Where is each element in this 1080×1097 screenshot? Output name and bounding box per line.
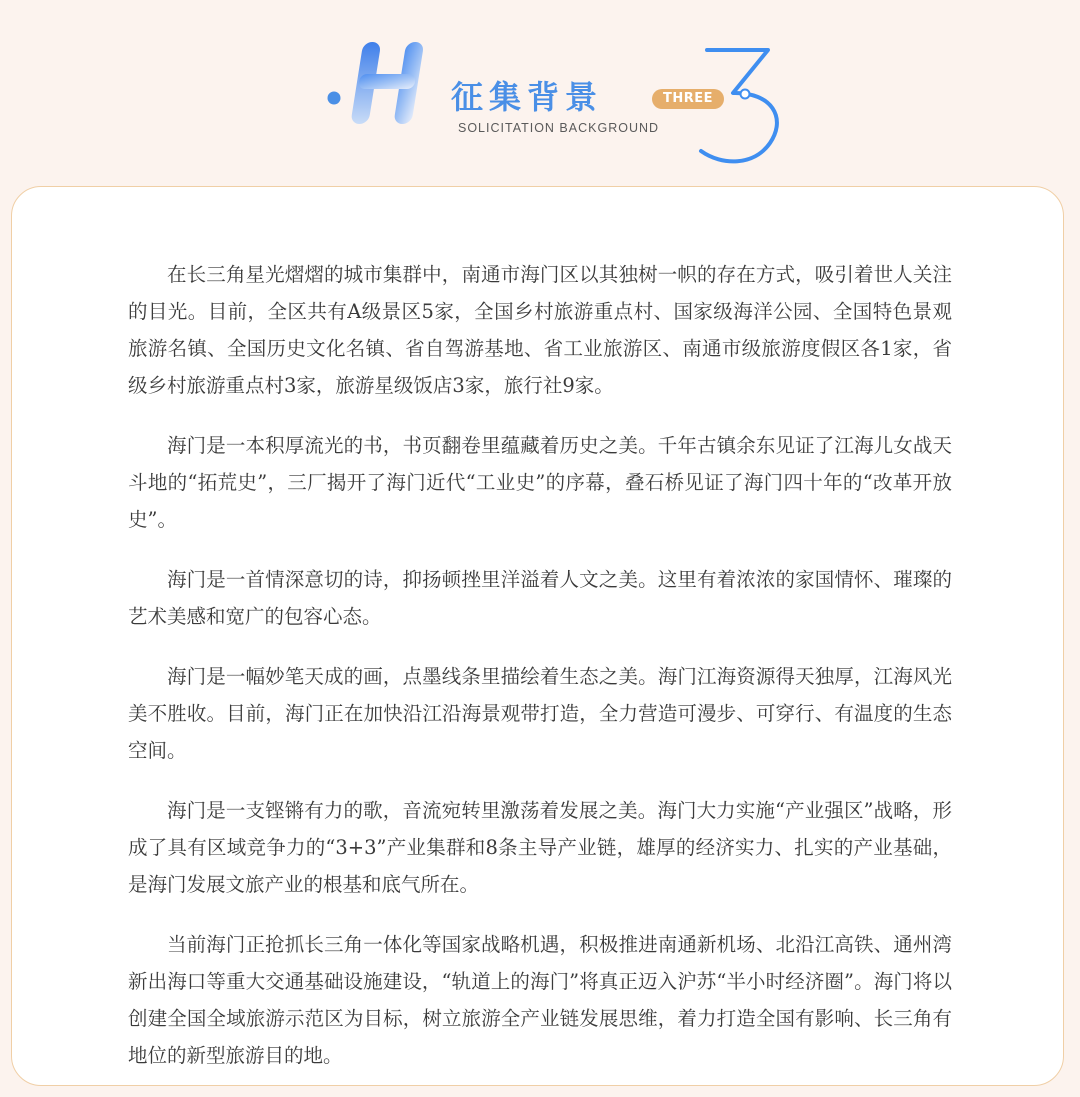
paragraph: 海门是一幅妙笔天成的画，点墨线条里描绘着生态之美。海门江海资源得天独厚，江海风光美不胜收。目前，海门正在加快沿江沿海景观带打造，全力营造可漫步、可穿行、有温度的生态空间。 xyxy=(128,665,952,762)
section-subtitle: SOLICITATION BACKGROUND xyxy=(458,121,660,135)
paragraph: 当前海门正抢抓长三角一体化等国家战略机遇，积极推进南通新机场、北沿江高铁、通州湾新出海口等重大交通基础设施建设，“轨道上的海门”将真正迈入沪苏“半小时经济圈”。海门将以创建全国全域旅游示范区为目标，树立旅游全产业链发展思维，着力打造全国有影响、长三角有地位的新型旅游目的地。 xyxy=(128,933,952,1067)
section-header xyxy=(0,0,1080,185)
section-badge: THREE xyxy=(652,89,724,109)
paragraph: 在长三角星光熠熠的城市集群中，南通市海门区以其独树一帜的存在方式，吸引着世人关注的目光。目前，全区共有A级景区5家，全国乡村旅游重点村、国家级海洋公园、全国特色景观旅游名镇、全国历史文化名镇、省自驾游基地、省工业旅游区、南通市级旅游度假区各1家，省级乡村旅游重点村3家，旅游星级饭店3家，旅行社9家。 xyxy=(128,263,952,397)
ring-icon xyxy=(741,90,750,99)
article-body xyxy=(128,256,952,1097)
paragraph: 海门是一首情深意切的诗，抑扬顿挫里洋溢着人文之美。这里有着浓浓的家国情怀、璀璨的艺术美感和宽广的包容心态。 xyxy=(128,568,952,628)
letter-h-graphic xyxy=(350,42,424,124)
paragraph: 海门是一本积厚流光的书，书页翻卷里蕴藏着历史之美。千年古镇余东见证了江海儿女战天斗地的“拓荒史”，三厂揭开了海门近代“工业史”的序幕，叠石桥见证了海门四十年的“改革开放史”。 xyxy=(128,434,952,531)
paragraph: 海门是一支铿锵有力的歌，音流宛转里激荡着发展之美。海门大力实施“产业强区”战略，形成了具有区域竞争力的“3+3”产业集群和8条主导产业链，雄厚的经济实力、扎实的产业基础，是海门发展文旅产业的根基和底气所在。 xyxy=(128,799,952,896)
dot-icon xyxy=(328,92,341,105)
section-title: 征集背景 xyxy=(451,78,604,116)
